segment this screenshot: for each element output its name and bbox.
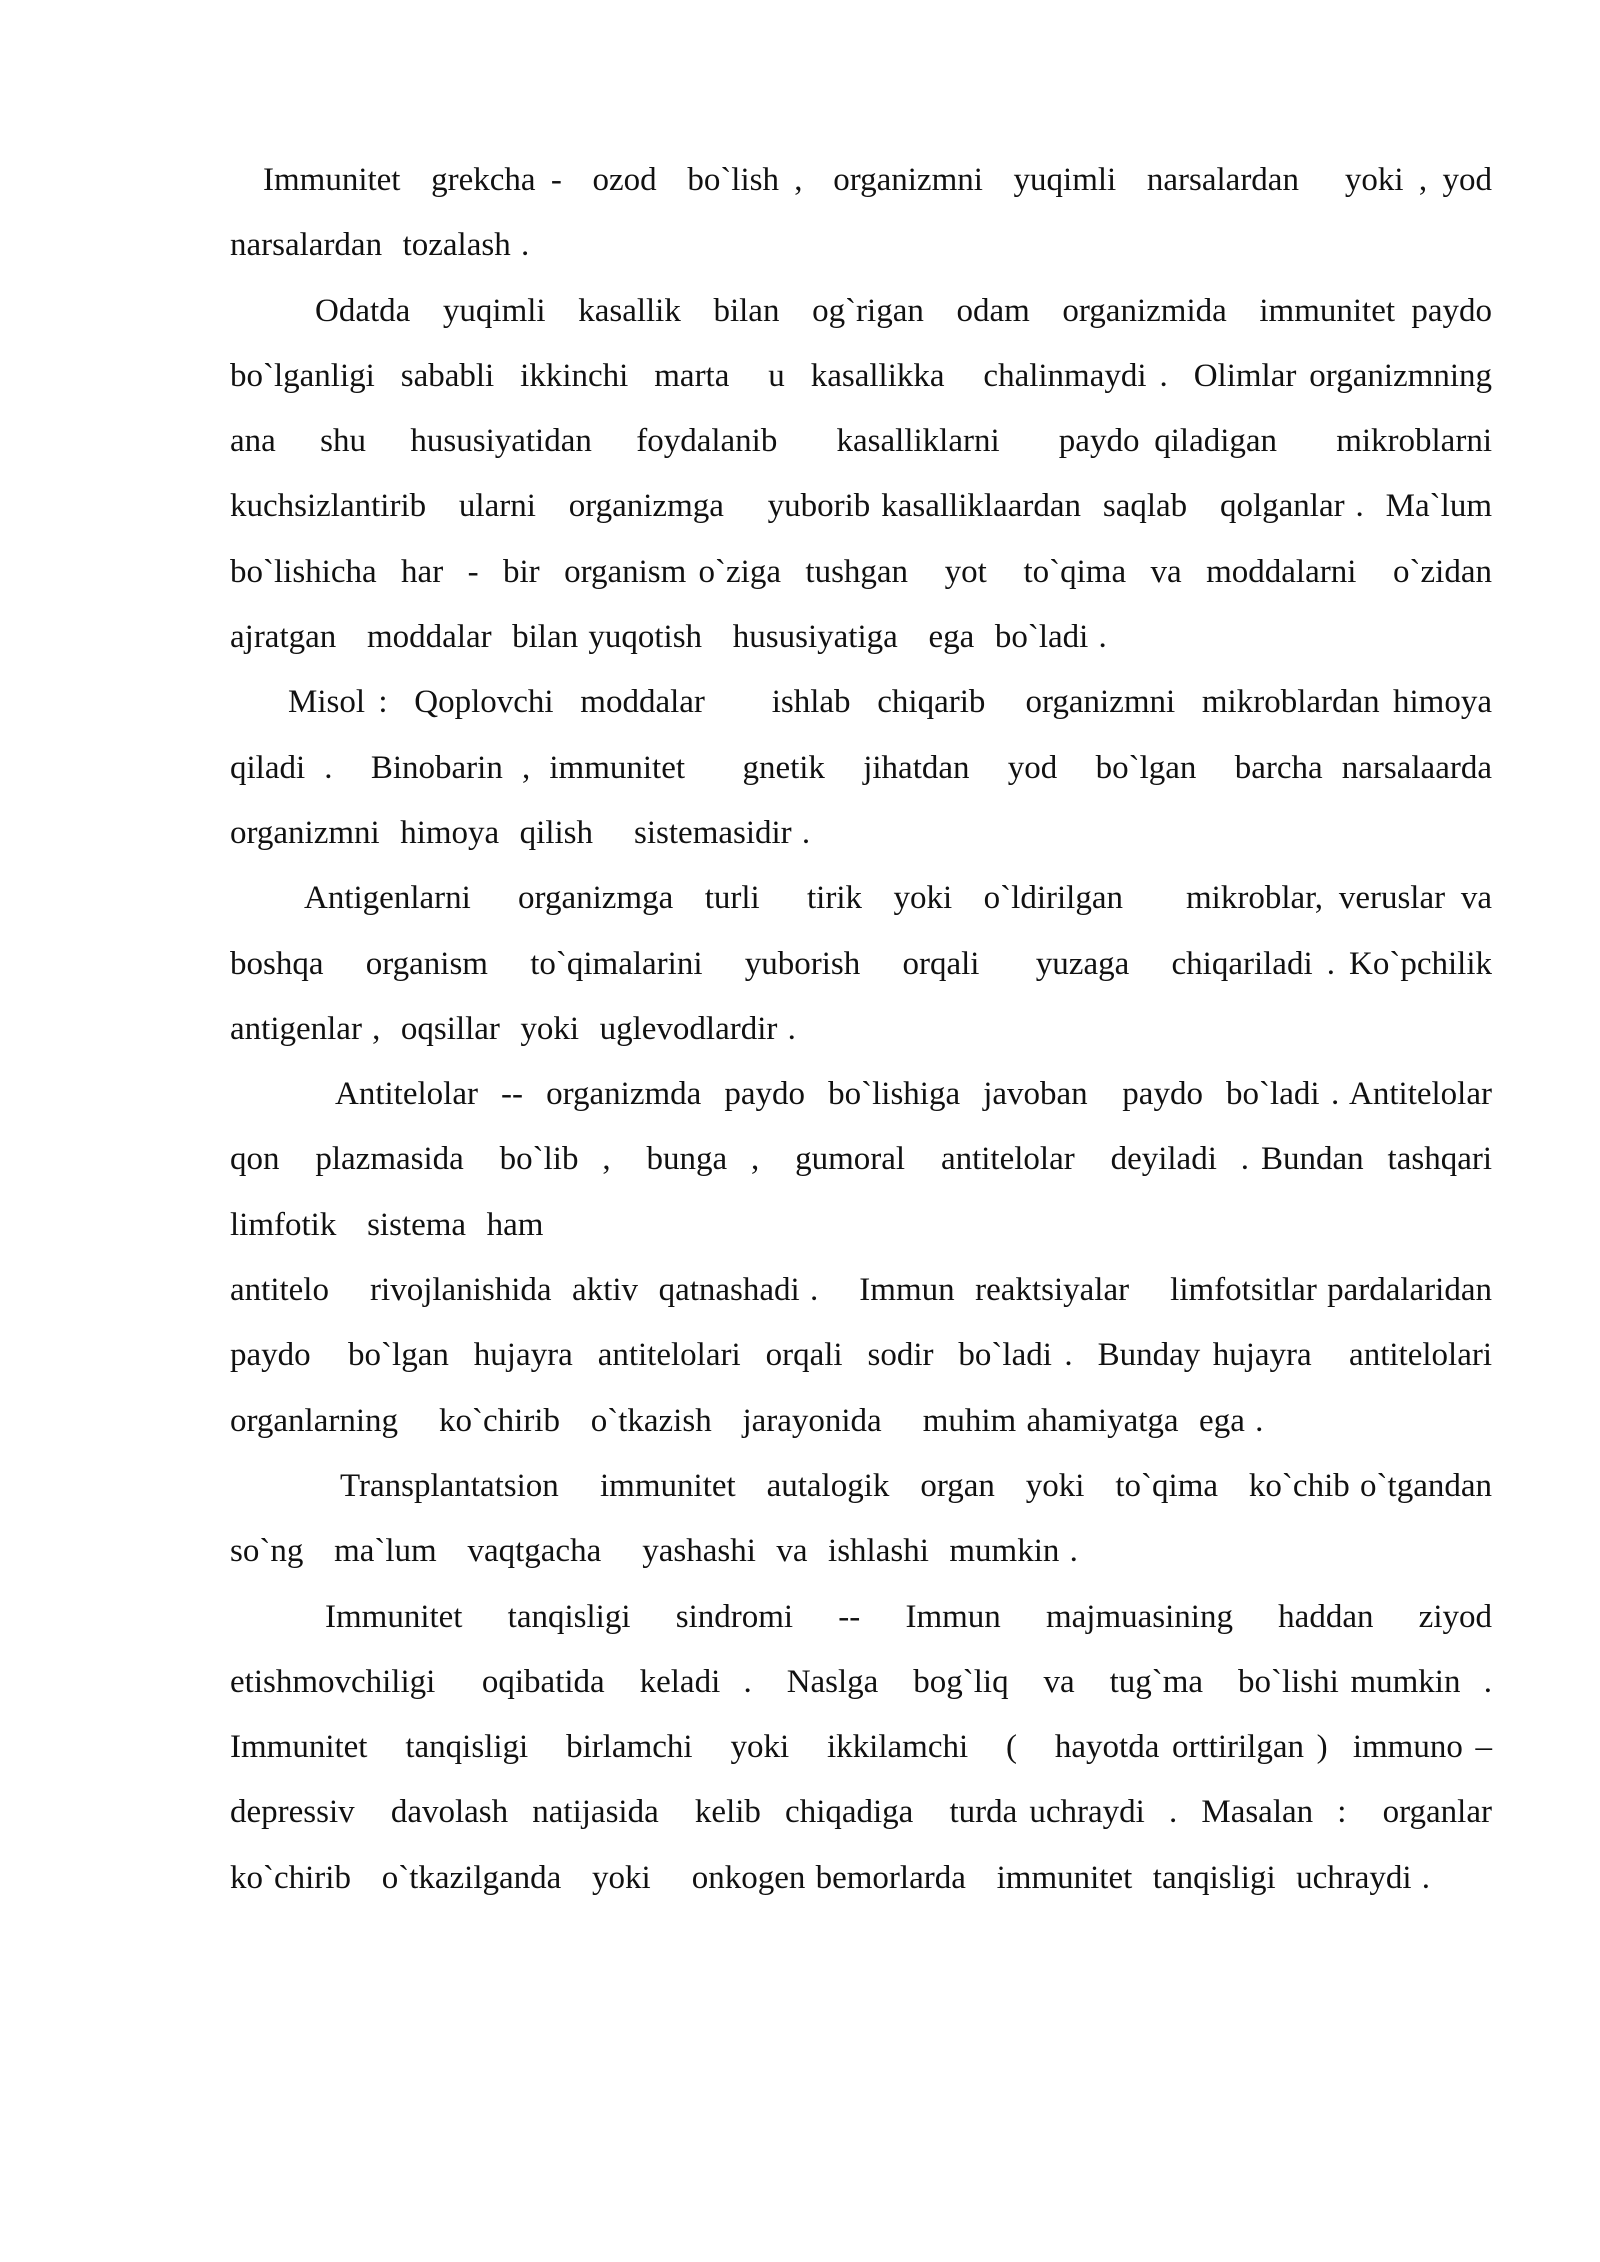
paragraph-immunodeficiency: Immunitet tanqisligi sindromi -- Immun majmuasining haddan ziyod etishmovchiligi oqibatida keladi . Naslga bog`liq va tug`ma bo`lishi mumkin . Immunitet tanqisligi birlamchi yoki ikkilamchi ( hayotda orttirilgan ) immuno – depressiv davolash natijasida kelib chiqadiga turda uchraydi . Masalan : organlar ko`chirib o`tkazilganda yoki onkogen bemorlarda immunitet tanqisligi uchraydi . [230, 1598, 1533, 1896]
paragraph-antibody-development: antitelo rivojlanishida aktiv qatnashadi . Immun reaktsiyalar limfotsitlar pardalaridan paydo bo`lgan hujayra antitelolari orqali sodir bo`ladi . Bunday hujayra antitelolari organlarning ko`chirib o`tkazish jarayonida muhim ahamiyatga ega . [230, 1272, 1523, 1439]
paragraph-immunitet-definition: Immunitet grekcha - ozod bo`lish , organizmni yuqimli narsalardan yoki , yod narsalardan tozalash . [230, 162, 1513, 264]
paragraph-immunity-after-disease: Odatda yuqimli kasallik bilan og`rigan odam organizmida immunitet paydo bo`lganligi sababli ikkinchi marta u kasallikka chalinmaydi . Olimlar organizmning ana shu hususiyatidan foydalanib kasalliklarni paydo qiladigan mikroblarni kuchsizlantirib ularni organizmga yuborib kasalliklaardan saqlab qolganlar . Ma`lum bo`lishicha har - bir organism o`ziga tushgan yot to`qima va moddalarni o`zidan ajratgan moddalar bilan yuqotish hususiyatiga ega bo`ladi . [230, 292, 1533, 656]
document-body [230, 148, 1533, 1911]
paragraph-antibodies: Antitelolar -- organizmda paydo bo`lishiga javoban paydo bo`ladi . Antitelolar qon plazmasida bo`lib , bunga , gumoral antitelolar deyiladi . Bundan tashqari limfotik sistema ham [230, 1076, 1533, 1243]
paragraph-transplantation: Transplantatsion immunitet autalogik organ yoki to`qima ko`chib o`tgandan so`ng ma`lum vaqtgacha yashashi va ishlashi mumkin . [230, 1467, 1513, 1570]
paragraph-antigens: Antigenlarni organizmga turli tirik yoki o`ldirilgan mikroblar, veruslar va boshqa organism to`qimalarini yuborish orqali yuzaga chiqariladi . Ko`pchilik antigenlar , oqsillar yoki uglevodlardir . [230, 880, 1523, 1047]
paragraph-example: Misol : Qoplovchi moddalar ishlab chiqarib organizmni mikroblardan himoya qiladi . Binobarin , immunitet gnetik jihatdan yod bo`lgan barcha narsalaarda organizmni himoya qilish sistemasidir . [230, 684, 1523, 851]
